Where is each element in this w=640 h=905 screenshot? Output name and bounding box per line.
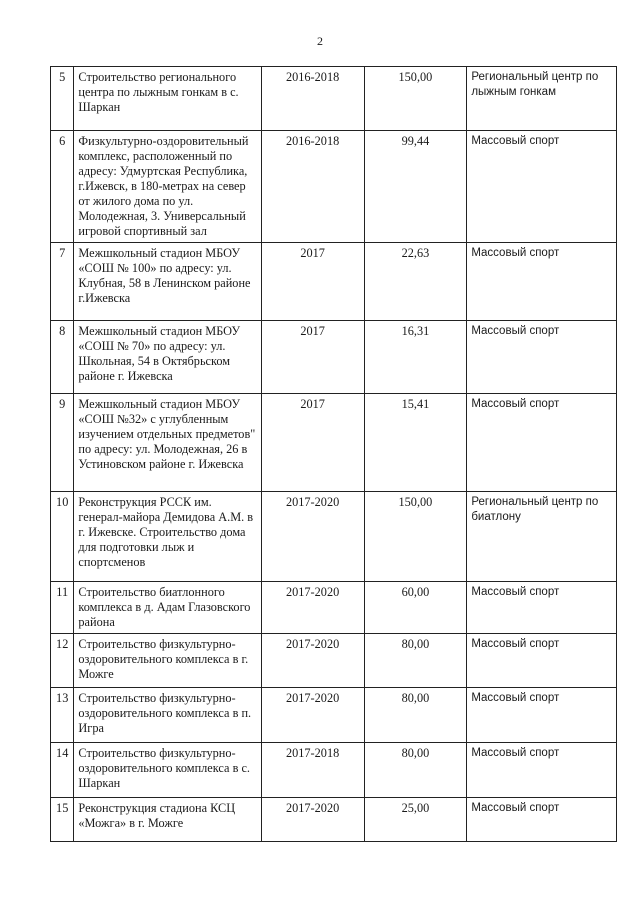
projects-table <box>50 66 617 842</box>
row-number: 10 <box>51 492 74 582</box>
project-period: 2017-2020 <box>261 492 364 582</box>
project-amount: 99,44 <box>364 131 467 243</box>
project-name: Физкультурно-оздоровительный комплекс, расположенный по адресу: Удмуртская Республика, г.Ижевск, в 180-метрах на север от жилого дома по ул. Молодежная, 3. Универсальный игровой спортивный зал <box>74 131 261 243</box>
project-direction: Массовый спорт <box>467 798 617 842</box>
row-number: 6 <box>51 131 74 243</box>
project-name: Строительство регионального центра по лыжным гонкам в с. Шаркан <box>74 67 261 131</box>
project-amount: 80,00 <box>364 688 467 743</box>
project-period: 2017 <box>261 321 364 394</box>
project-amount: 60,00 <box>364 582 467 634</box>
row-number: 12 <box>51 634 74 688</box>
table-row <box>51 131 617 243</box>
project-period: 2017 <box>261 394 364 492</box>
table-row <box>51 394 617 492</box>
project-name: Реконструкция РССК им. генерал-майора Демидова А.М. в г. Ижевске. Строительство дома для подготовки лыж и спортсменов <box>74 492 261 582</box>
project-direction: Массовый спорт <box>467 743 617 798</box>
table-row <box>51 582 617 634</box>
project-amount: 22,63 <box>364 243 467 321</box>
row-number: 5 <box>51 67 74 131</box>
project-period: 2017-2018 <box>261 743 364 798</box>
project-period: 2017-2020 <box>261 582 364 634</box>
project-period: 2016-2018 <box>261 131 364 243</box>
project-period: 2016-2018 <box>261 67 364 131</box>
table-row <box>51 243 617 321</box>
project-direction: Массовый спорт <box>467 634 617 688</box>
page-number: 2 <box>317 34 323 48</box>
project-direction: Массовый спорт <box>467 243 617 321</box>
project-name: Строительство физкультурно-оздоровительного комплекса в с. Шаркан <box>74 743 261 798</box>
project-period: 2017-2020 <box>261 688 364 743</box>
project-name: Межшкольный стадион МБОУ «СОШ № 70» по адресу: ул. Школьная, 54 в Октябрьском районе г. Ижевска <box>74 321 261 394</box>
row-number: 9 <box>51 394 74 492</box>
row-number: 7 <box>51 243 74 321</box>
project-name: Межшкольный стадион МБОУ «СОШ № 100» по адресу: ул. Клубная, 58 в Ленинском районе г.Ижевска <box>74 243 261 321</box>
project-direction: Массовый спорт <box>467 582 617 634</box>
project-amount: 80,00 <box>364 743 467 798</box>
row-number: 15 <box>51 798 74 842</box>
table-row <box>51 798 617 842</box>
project-period: 2017-2020 <box>261 798 364 842</box>
table-row <box>51 688 617 743</box>
project-name: Строительство биатлонного комплекса в д. Адам Глазовского района <box>74 582 261 634</box>
project-amount: 150,00 <box>364 67 467 131</box>
project-amount: 25,00 <box>364 798 467 842</box>
project-direction: Массовый спорт <box>467 394 617 492</box>
table-row <box>51 321 617 394</box>
project-amount: 15,41 <box>364 394 467 492</box>
project-amount: 150,00 <box>364 492 467 582</box>
project-period: 2017-2020 <box>261 634 364 688</box>
project-amount: 16,31 <box>364 321 467 394</box>
project-direction: Массовый спорт <box>467 321 617 394</box>
project-direction: Массовый спорт <box>467 131 617 243</box>
project-amount: 80,00 <box>364 634 467 688</box>
project-name: Строительство физкультурно-оздоровительного комплекса в г. Можге <box>74 634 261 688</box>
row-number: 11 <box>51 582 74 634</box>
project-direction: Региональный центр по лыжным гонкам <box>467 67 617 131</box>
table-row <box>51 634 617 688</box>
project-name: Строительство физкультурно-оздоровительного комплекса в п. Игра <box>74 688 261 743</box>
project-direction: Региональный центр по биатлону <box>467 492 617 582</box>
row-number: 13 <box>51 688 74 743</box>
row-number: 14 <box>51 743 74 798</box>
row-number: 8 <box>51 321 74 394</box>
table-row <box>51 67 617 131</box>
project-name: Реконструкция стадиона КСЦ «Можга» в г. Можге <box>74 798 261 842</box>
project-name: Межшкольный стадион МБОУ «СОШ №32» с углубленным изучением отдельных предметов" по адресу: ул. Молодежная, 26 в Устиновском районе г. Ижевска <box>74 394 261 492</box>
table-row <box>51 492 617 582</box>
table-row <box>51 743 617 798</box>
project-period: 2017 <box>261 243 364 321</box>
project-direction: Массовый спорт <box>467 688 617 743</box>
